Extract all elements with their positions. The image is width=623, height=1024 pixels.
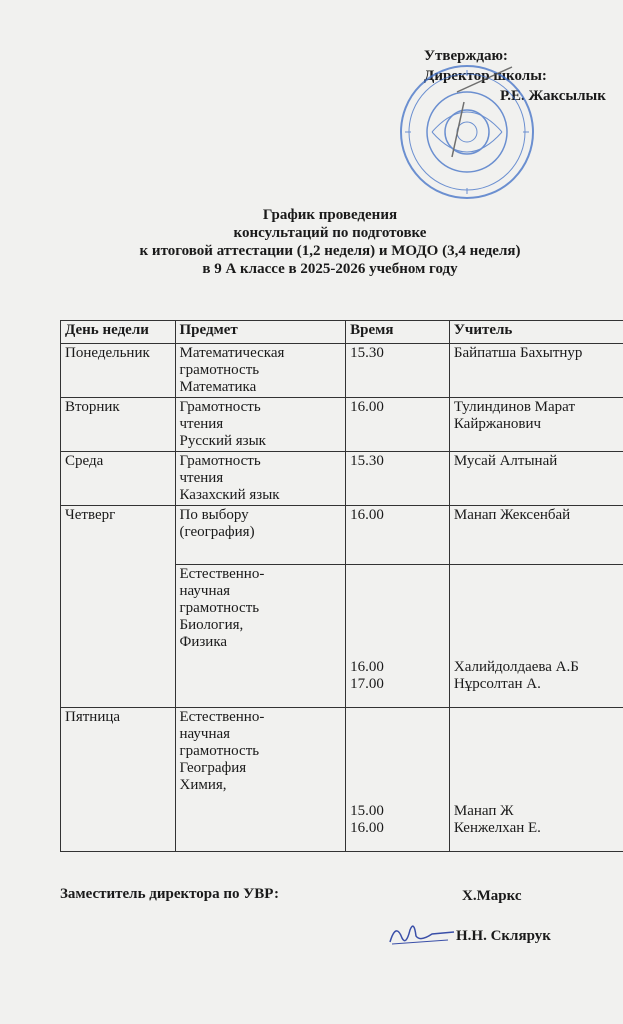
teacher-line: Мусай Алтынай <box>453 453 558 469</box>
subject-line: Грамотность <box>179 399 261 415</box>
document-title <box>60 206 600 278</box>
subject-line: (география) <box>179 524 255 540</box>
school-seal-stamp <box>392 62 542 202</box>
day-cell: Понедельник <box>61 344 176 398</box>
deputy-label: Заместитель директора по УВР: <box>60 886 280 902</box>
subject-cell <box>175 344 346 398</box>
handwritten-signature <box>386 918 456 948</box>
signer-name-2: Н.Н. Склярук <box>456 928 551 944</box>
time-cell <box>346 452 450 506</box>
teacher-line: Байпатша Бахытнур <box>453 345 583 361</box>
teacher-cell <box>449 708 623 852</box>
day-cell: Четверг <box>61 506 176 708</box>
schedule-table <box>60 320 623 852</box>
subject-line: Казахский язык <box>179 487 280 503</box>
subject-line: чтения <box>179 416 224 432</box>
header-day: День недели <box>61 321 176 344</box>
table-row <box>61 452 623 506</box>
subject-line: Биология, <box>179 617 244 633</box>
table-row <box>61 506 623 565</box>
subject-line: Грамотность <box>179 453 261 469</box>
time-cell <box>346 708 450 852</box>
teacher-line: Манап Ж <box>453 803 514 819</box>
subject-cell <box>175 506 346 565</box>
approval-line-1: Утверждаю: <box>424 48 508 64</box>
table-row <box>61 398 623 452</box>
subject-line: География <box>179 760 247 776</box>
subject-line: По выбору <box>179 507 249 523</box>
teacher-cell <box>449 452 623 506</box>
subject-line: грамотность <box>179 743 260 759</box>
day-cell: Среда <box>61 452 176 506</box>
subject-cell <box>175 398 346 452</box>
time-cell <box>346 344 450 398</box>
time-cell <box>346 506 450 565</box>
time-line: 15.30 <box>350 345 384 361</box>
approval-line-2: Директор школы: <box>424 68 547 84</box>
teacher-line: Манап Жексенбай <box>453 507 571 523</box>
teacher-cell <box>449 506 623 565</box>
approval-line-3: Р.Е. Жаксылык <box>500 88 606 104</box>
subject-line: научная <box>179 726 231 742</box>
teacher-cell <box>449 398 623 452</box>
teacher-line: Нұрсолтан А. <box>453 676 541 692</box>
subject-line: Математическая <box>179 345 285 361</box>
table-row <box>61 708 623 852</box>
teacher-line: Тулиндинов Марат <box>453 399 575 415</box>
subject-line: научная <box>179 583 231 599</box>
title-line-2: консультаций по подготовке <box>233 225 427 241</box>
header-time: Время <box>346 321 450 344</box>
subject-line: Физика <box>179 634 228 650</box>
header-teacher: Учитель <box>449 321 623 344</box>
title-line-1: График проведения <box>262 207 398 223</box>
title-line-3: к итоговой аттестации (1,2 неделя) и МОДО (3,4 неделя) <box>139 243 521 259</box>
subject-line: грамотность <box>179 600 260 616</box>
subject-cell <box>175 452 346 506</box>
time-line: 16.00 <box>350 507 384 523</box>
time-line: 16.00 <box>350 399 384 415</box>
time-cell <box>346 565 450 708</box>
teacher-line: Халийдолдаева А.Б <box>453 659 579 675</box>
subject-line: Естественно- <box>179 566 265 582</box>
time-line: 17.00 <box>350 676 384 692</box>
subject-line: Русский язык <box>179 433 266 449</box>
time-line: 15.30 <box>350 453 384 469</box>
signer-name-1: Х.Маркс <box>462 888 522 904</box>
teacher-line: Кайржанович <box>453 416 542 432</box>
table-row <box>61 344 623 398</box>
header-subject: Предмет <box>175 321 346 344</box>
subject-line: Химия, <box>179 777 227 793</box>
time-line: 15.00 <box>350 803 384 819</box>
subject-line: чтения <box>179 470 224 486</box>
teacher-line: Кенжелхан Е. <box>453 820 541 836</box>
subject-cell <box>175 708 346 852</box>
subject-line: Естественно- <box>179 709 265 725</box>
subject-line: грамотность <box>179 362 260 378</box>
table-header-row <box>61 321 623 344</box>
teacher-cell <box>449 344 623 398</box>
subject-cell <box>175 565 346 708</box>
time-line: 16.00 <box>350 820 384 836</box>
title-line-4: в 9 А классе в 2025-2026 учебном году <box>202 261 458 277</box>
time-cell <box>346 398 450 452</box>
subject-line: Математика <box>179 379 257 395</box>
teacher-cell <box>449 565 623 708</box>
day-cell: Вторник <box>61 398 176 452</box>
time-line: 16.00 <box>350 659 384 675</box>
day-cell: Пятница <box>61 708 176 852</box>
